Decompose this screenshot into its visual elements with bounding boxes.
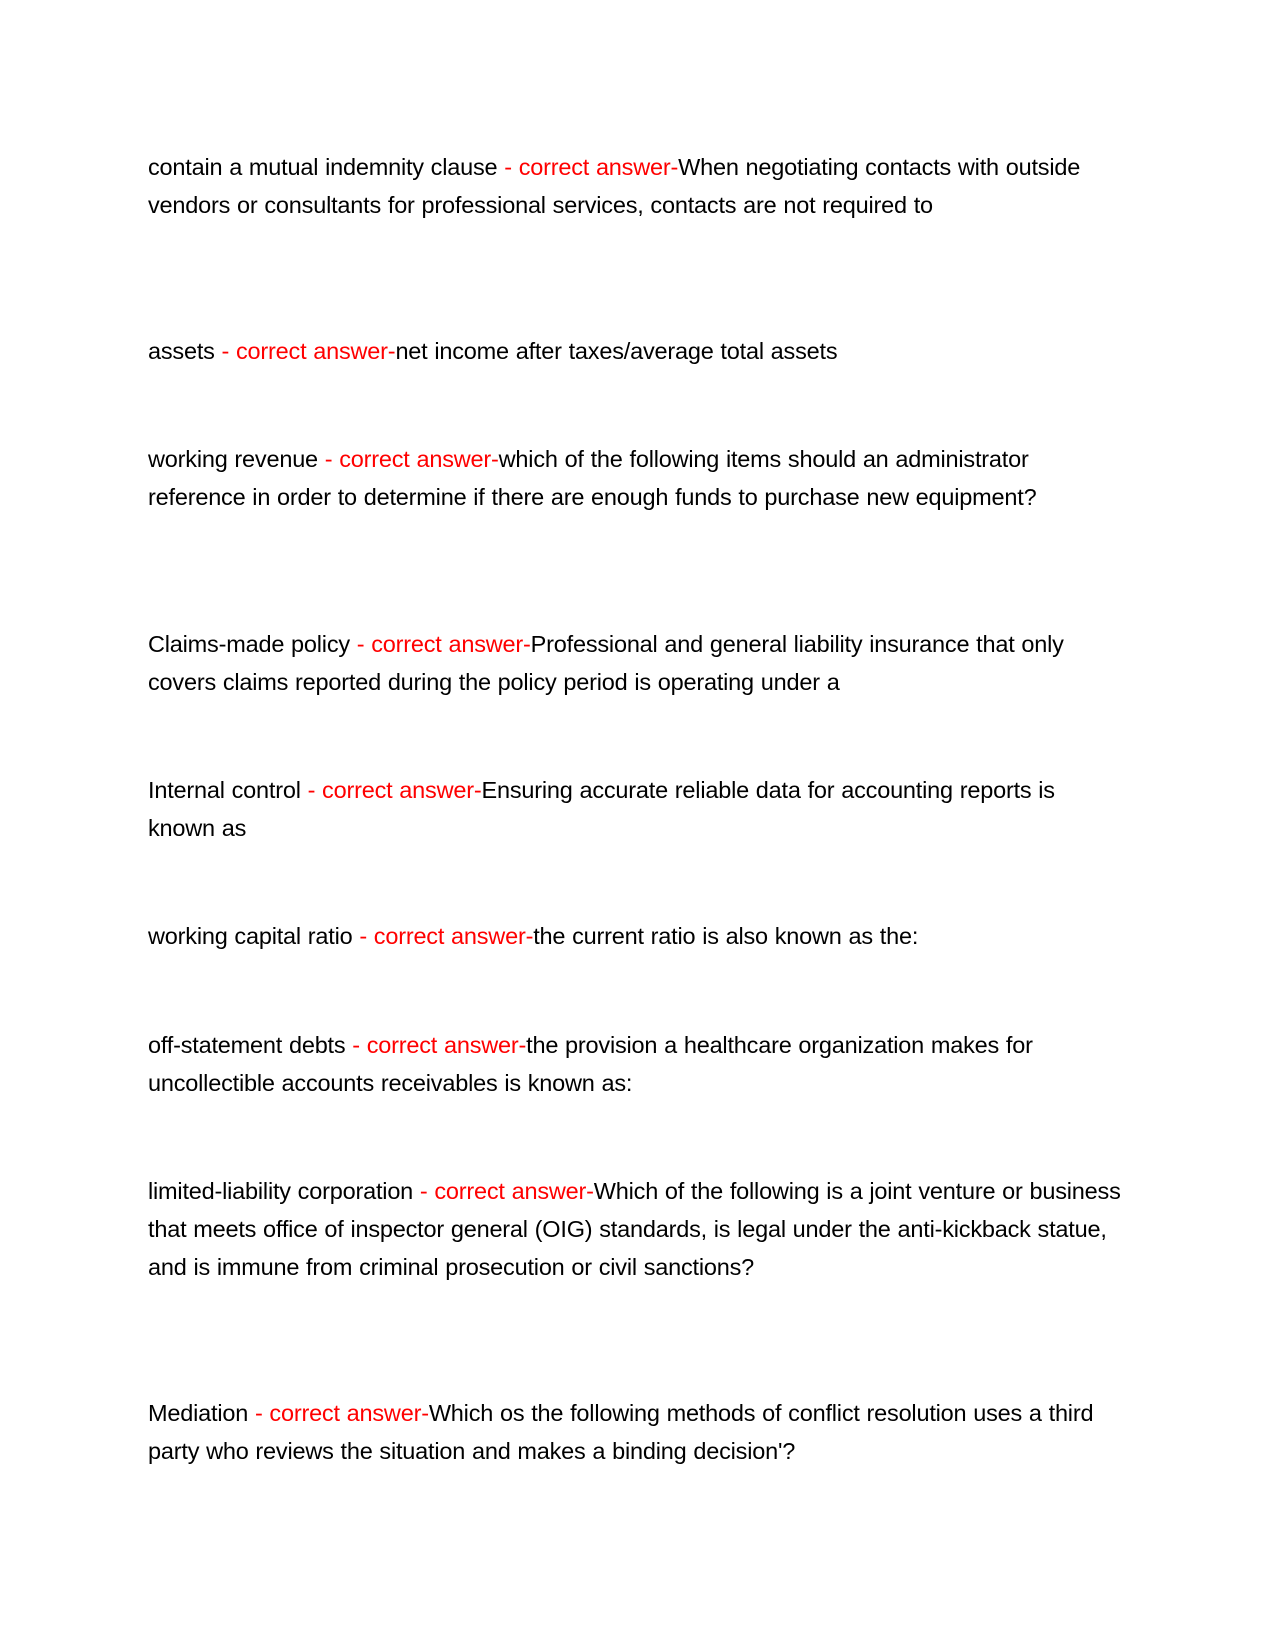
answer-text: Mediation [148, 1400, 249, 1426]
answer-text: Claims-made policy [148, 631, 350, 657]
correct-answer-separator: - correct answer- [317, 446, 499, 472]
qa-entry [148, 440, 1123, 516]
answer-text: working revenue [148, 446, 318, 472]
qa-entry [148, 1026, 1123, 1102]
question-text: which of the following items should an administrator reference in order to determine if there are enough funds to purchase new equipment? [148, 446, 1037, 510]
qa-entry [148, 1172, 1123, 1286]
question-text: net income after taxes/average total assets [395, 338, 838, 364]
question-text: Which os the following methods of conflict resolution uses a third party who reviews the situation and makes a binding decision'? [148, 1400, 1094, 1464]
qa-entry [148, 917, 1123, 955]
qa-entry [148, 1394, 1123, 1470]
answer-text: working capital ratio [148, 923, 353, 949]
qa-entry [148, 625, 1123, 701]
correct-answer-separator: - correct answer- [352, 923, 534, 949]
correct-answer-separator: - correct answer- [345, 1032, 527, 1058]
correct-answer-separator: - correct answer- [413, 1178, 594, 1204]
answer-text: off-statement debts [148, 1032, 346, 1058]
correct-answer-separator: - correct answer- [497, 154, 679, 180]
question-text: the provision a healthcare organization makes for uncollectible accounts receivables is known as: [148, 1032, 1033, 1096]
question-text: Which of the following is a joint venture or business that meets office of inspector general (OIG) standards, is legal under the anti-kickback statue, and is immune from criminal prosecution or civil sanctions? [148, 1178, 1121, 1280]
answer-text: Internal control [148, 777, 301, 803]
question-text: the current ratio is also known as the: [533, 923, 919, 949]
answer-text: assets [148, 338, 215, 364]
question-text: When negotiating contacts with outside vendors or consultants for professional services, contacts are not required to [148, 154, 1081, 218]
question-text: Ensuring accurate reliable data for accounting reports is known as [148, 777, 1055, 841]
question-text: Professional and general liability insurance that only covers claims reported during the policy period is operating under a [148, 631, 1064, 695]
qa-entry [148, 332, 1123, 370]
answer-text: contain a mutual indemnity clause [148, 154, 498, 180]
qa-entry [148, 148, 1123, 224]
correct-answer-separator: - correct answer- [300, 777, 482, 803]
answer-text: limited-liability corporation [148, 1178, 414, 1204]
correct-answer-separator: - correct answer- [349, 631, 531, 657]
qa-entry [148, 771, 1123, 847]
correct-answer-separator: - correct answer- [248, 1400, 429, 1426]
correct-answer-separator: - correct answer- [214, 338, 396, 364]
